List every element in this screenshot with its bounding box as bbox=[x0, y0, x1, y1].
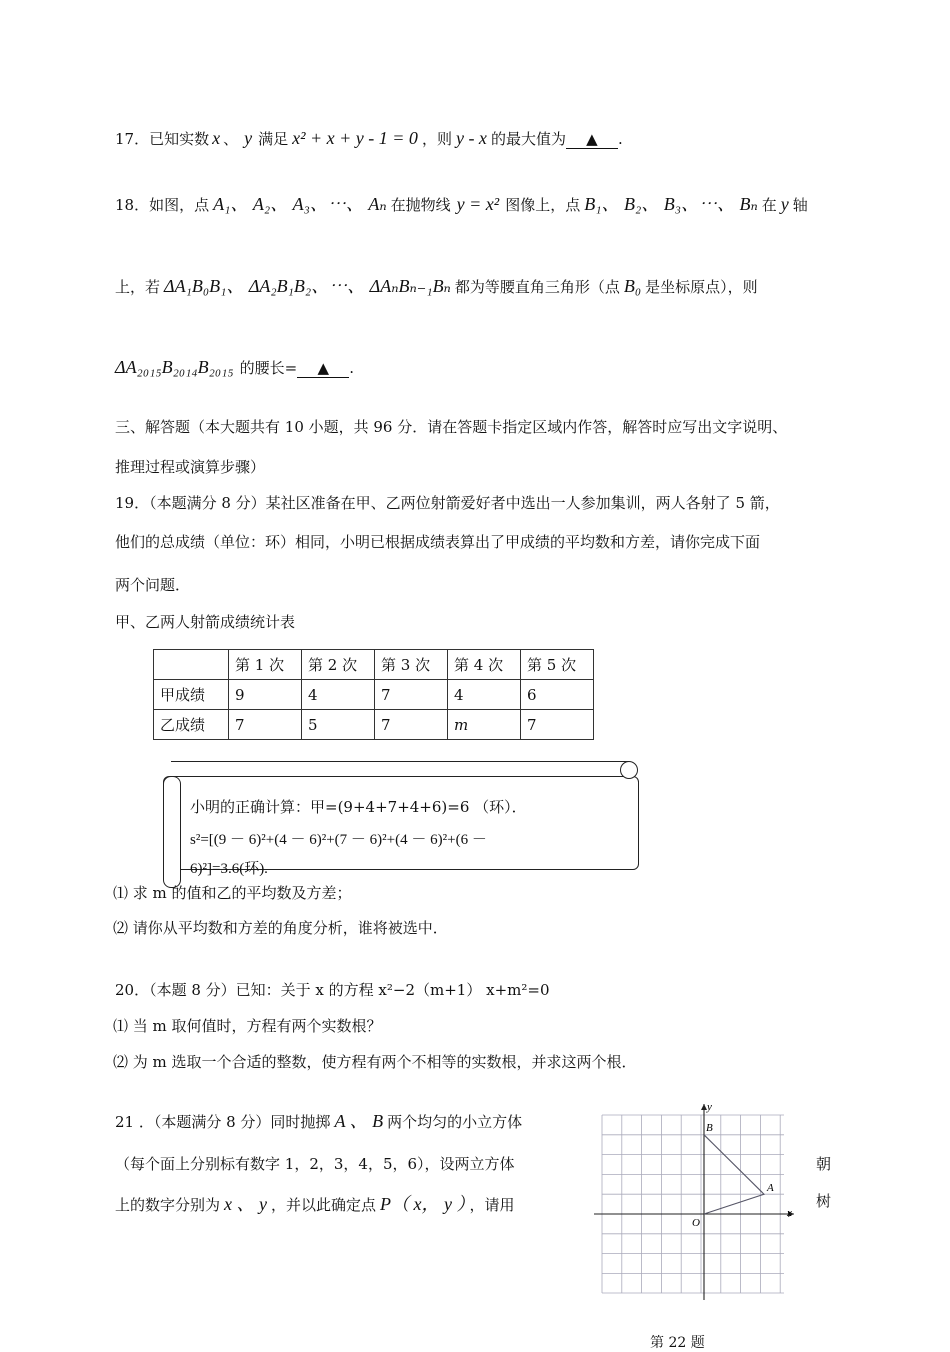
table-cell: 4 bbox=[448, 680, 521, 710]
q19-line2: 他们的总成绩（单位：环）相同，小明已根据成绩表算出了甲成绩的平均数和方差，请你完成下面 bbox=[115, 533, 761, 551]
origin-label: O bbox=[692, 1217, 700, 1229]
coordinate-grid-figure bbox=[592, 1100, 802, 1305]
scroll-line2: s²=[(9 － 6)²+(4 － 6)²+(7 － 6)²+(4 － 6)²+(6 － bbox=[190, 832, 487, 848]
table-cell: 第 5 次 bbox=[521, 650, 594, 680]
table-cell: 第 1 次 bbox=[229, 650, 302, 680]
q18-line2: 上，若 ΔA₁B₀B₁、 ΔA₂B₁B₂、⋯、 ΔAₙBₙ₋₁Bₙ 都为等腰直角三角形（点 B₀ 是坐标原点），则 bbox=[115, 276, 758, 296]
q18-line1: 18．如图，点 A₁、 A₂、 A₃、⋯、 Aₙ 在抛物线 y = x² 图像上，点 B₁、 B₂、 B₃、⋯、 Bₙ 在 y 轴 bbox=[115, 194, 808, 214]
section-heading-cont: 推理过程或演算步骤） bbox=[115, 458, 266, 476]
q17-line: 17．已知实数 x 、 y 满足 x² + x + y - 1 = 0 ，则 y - x 的最大值为 ▲ . bbox=[115, 128, 623, 148]
q20-line1: 20．（本题 8 分）已知：关于 x 的方程 x²−2（m+1） x+m²=0 bbox=[115, 981, 550, 999]
q18-line3: ΔA₂₀₁₅B₂₀₁₄B₂₀₁₅ 的腰长= ▲ . bbox=[115, 357, 355, 377]
figure-caption: 第 22 题 bbox=[650, 1335, 705, 1351]
q21-line1: 21 ．（本题满分 8 分）同时抛掷 A 、 B 两个均匀的小立方体 bbox=[115, 1111, 523, 1131]
scroll-curl bbox=[620, 761, 638, 779]
table-cell: 9 bbox=[229, 680, 302, 710]
q21-line2-right: 朝 bbox=[816, 1155, 832, 1173]
score-table bbox=[153, 649, 594, 740]
x-axis-label: x bbox=[787, 1207, 792, 1219]
point-a-label: A bbox=[767, 1182, 774, 1194]
table-cell: 7 bbox=[375, 710, 448, 740]
table-cell: 7 bbox=[521, 710, 594, 740]
table-header-row bbox=[154, 650, 594, 680]
table-cell: 7 bbox=[375, 680, 448, 710]
q19-part2: ⑵ 请你从平均数和方差的角度分析，谁将被选中． bbox=[113, 919, 448, 937]
q20-part1: ⑴ 当 m 取何值时，方程有两个实数根？ bbox=[113, 1017, 382, 1035]
scroll-left-roll bbox=[163, 776, 181, 888]
table-row bbox=[154, 710, 594, 740]
q21-line2: （每个面上分别标有数字 1，2，3，4，5，6），设两立方体 bbox=[115, 1155, 515, 1173]
section-heading: 三、解答题（本大题共有 10 小题，共 96 分．请在答题卡指定区域内作答，解答时应写出文字说明、 bbox=[115, 418, 788, 436]
q19-part1: ⑴ 求 m 的值和乙的平均数及方差； bbox=[113, 884, 352, 902]
point-b-label: B bbox=[706, 1122, 713, 1134]
q21-line3: 上的数字分别为 x 、 y ，并以此确定点 P（ x， y ） ，请用 bbox=[115, 1194, 515, 1214]
table-cell: 第 3 次 bbox=[375, 650, 448, 680]
y-axis-label: y bbox=[707, 1101, 712, 1113]
table-cell: 6 bbox=[521, 680, 594, 710]
scroll-line3: 6)²]=3.6(环). bbox=[190, 861, 268, 877]
q19-line1: 19．（本题满分 8 分）某社区准备在甲、乙两位射箭爱好者中选出一人参加集训，两人各射了 5 箭， bbox=[115, 494, 780, 512]
table-cell: 乙成绩 bbox=[154, 710, 229, 740]
table-title: 甲、乙两人射箭成绩统计表 bbox=[115, 613, 296, 631]
table-cell: 甲成绩 bbox=[154, 680, 229, 710]
scroll-callout bbox=[163, 776, 639, 870]
table-cell: 5 bbox=[302, 710, 375, 740]
table-row bbox=[154, 680, 594, 710]
table-cell: m bbox=[448, 710, 521, 740]
table-cell bbox=[154, 650, 229, 680]
table-cell: 第 4 次 bbox=[448, 650, 521, 680]
q19-line3: 两个问题． bbox=[115, 576, 191, 594]
table-cell: 4 bbox=[302, 680, 375, 710]
q20-part2: ⑵ 为 m 选取一个合适的整数，使方程有两个不相等的实数根，并求这两个根． bbox=[113, 1053, 637, 1071]
q21-line3-right: 树 bbox=[816, 1192, 832, 1210]
table-cell: 第 2 次 bbox=[302, 650, 375, 680]
answer-blank: ▲ bbox=[297, 359, 349, 378]
scroll-line1: 小明的正确计算：甲=(9+4+7+4+6)=6 （环）． bbox=[190, 798, 527, 816]
grid-lines bbox=[602, 1115, 784, 1293]
table-cell: 7 bbox=[229, 710, 302, 740]
answer-blank: ▲ bbox=[566, 130, 618, 149]
